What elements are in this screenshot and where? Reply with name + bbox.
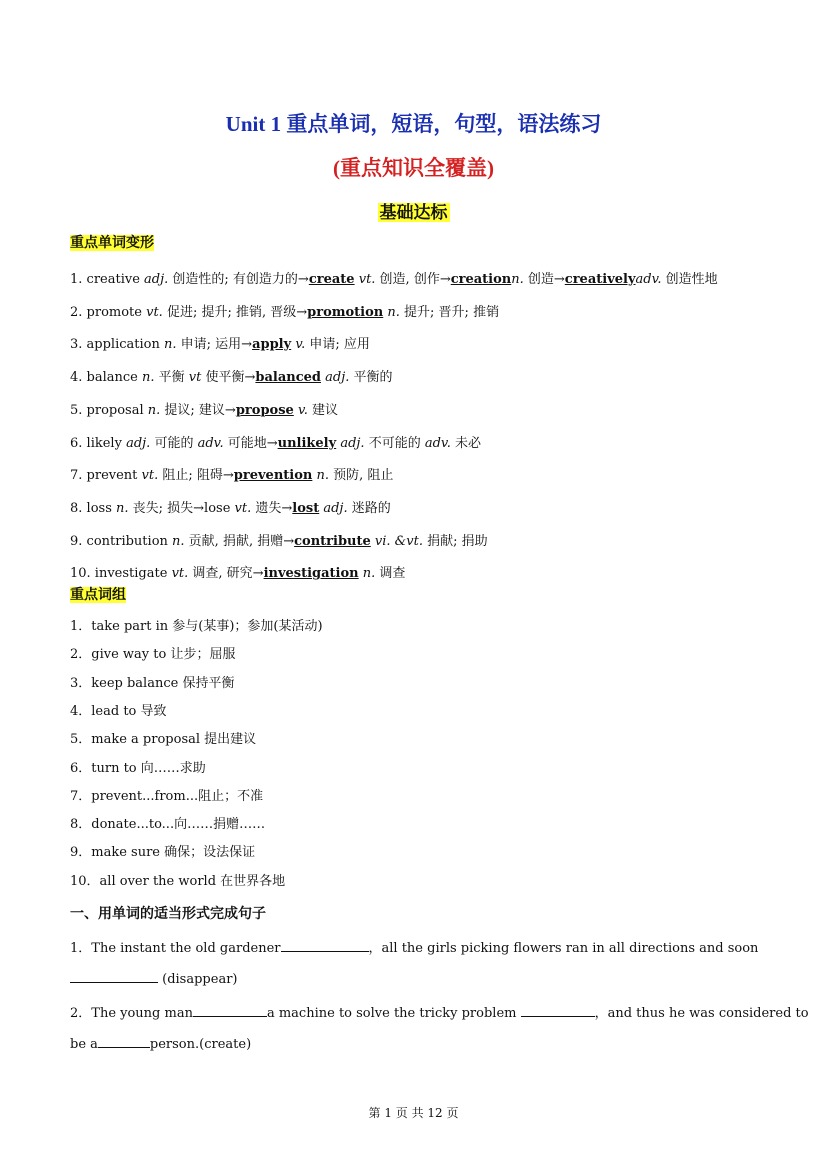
vocab-text: 预防, 阻止 [329,468,394,484]
answer-word: lost [292,500,320,516]
answer-word: investigation [263,566,359,582]
phrase-item: 4．lead to 导致 [70,703,167,719]
vocab-text: 丧失; 损失→lose [128,500,235,516]
phrase-item: 2．give way to 让步；屈服 [70,647,236,663]
part-of-speech: adv. [424,435,451,451]
phrase-item: 8．donate...to...向……捐赠…… [70,817,266,833]
part-of-speech: vt [188,370,202,386]
vocab-text: 不可能的 [364,435,425,451]
vocab-text: 3. application [70,337,164,353]
vocab-item [70,333,370,352]
part-of-speech: vt. [141,468,159,484]
part-of-speech: n. [142,370,155,386]
vocab-text: 可能的 [150,435,198,451]
q2-text-c: ，and thus he was considered to [594,1006,809,1021]
vocab-text: 5. proposal [70,402,148,418]
part-of-speech: n. [147,402,161,418]
q2-blank-1[interactable] [193,1004,267,1017]
phrases-heading [70,584,126,604]
level-heading [0,198,827,223]
answer-word: prevention [233,468,313,484]
vocab-text: 可能地→ [223,435,278,451]
phrase-item: 5．make a proposal 提出建议 [70,732,257,748]
q2-text-b: a machine to solve the tricky problem [266,1006,521,1021]
vocab-text: 使平衡→ [201,370,256,386]
q1-text-c: (disappear) [158,972,238,987]
vocab-text: 阻止; 阻碍→ [158,468,234,484]
part-of-speech: adj. [323,500,348,516]
vocab-text: 4. balance [70,370,142,386]
answer-word: creation [450,272,512,287]
answer-word: propose [235,402,294,418]
q2-blank-3[interactable] [98,1035,150,1048]
vocab-text: 促进; 提升; 推销, 晋级→ [162,304,308,320]
question-1-line-2 [70,970,237,987]
phrase-item: 6．turn to 向……求助 [70,760,206,776]
q2-blank-2[interactable] [521,1004,595,1017]
part-of-speech: adj. [126,435,151,451]
phrases-heading-label: 重点词组 [70,587,126,603]
part-of-speech: adj. [340,435,365,451]
part-of-speech: vt. [171,566,189,582]
q2-text-d: be a [70,1037,98,1052]
page-title: Unit 1 重点单词，短语，句型，语法练习 [225,112,602,136]
vocab-item [70,464,393,483]
vocab-text: 6. likely [70,435,127,451]
vocab-text: 提升; 晋升; 推销 [399,304,500,320]
answer-word: creatively [564,272,636,287]
vocab-item [70,301,499,320]
phrase-item: 9．make sure 确保；设法保证 [70,845,256,861]
exercise-heading: 一、用单词的适当形式完成句子 [70,906,266,922]
vocab-item [70,399,338,418]
q1-text-a: 1．The instant the old gardener [70,941,281,956]
part-of-speech: n. [511,272,524,287]
part-of-speech: n. [164,337,177,353]
part-of-speech: n. [362,566,376,582]
vocab-text: 创造→ [523,272,565,287]
vocab-text: 遗失→ [251,500,293,516]
vocab-text: 平衡 [154,370,189,386]
vocab-text: 7. prevent [70,468,142,484]
page-footer: 第 1 页 共 12 页 [368,1106,459,1120]
answer-word: contribute [294,533,371,549]
part-of-speech: n. [172,533,185,549]
part-of-speech: vi. &vt. [374,533,423,549]
vocab-text: 创造性的; 有创造力的→ [168,272,309,287]
answer-word: unlikely [277,435,337,451]
vocab-item [70,268,718,287]
part-of-speech: v. [297,402,308,418]
part-of-speech: v. [295,337,306,353]
vocab-text: 申请; 运用→ [176,337,253,353]
vocab-item [70,432,481,451]
vocab-item [70,562,405,581]
question-2-line-1 [70,1002,809,1021]
part-of-speech: vt. [146,304,163,320]
vocab-text: 1. creative [70,272,145,287]
part-of-speech: adv. [635,272,662,287]
part-of-speech: adv. [197,435,224,451]
vocab-text: 迷路的 [347,500,391,516]
phrase-item: 10．all over the world 在世界各地 [70,873,286,889]
page-subtitle: (重点知识全覆盖) [333,156,494,180]
vocab-item [70,530,488,549]
part-of-speech: vt. [358,272,376,287]
vocab-text: 建议 [307,402,339,418]
q2-text-a: 2．The young man [70,1006,193,1021]
vocab-text: 8. loss [70,500,116,516]
vocab-text: 调查 [375,566,406,582]
part-of-speech: n. [116,500,129,516]
part-of-speech: n. [387,304,400,320]
vocab-text: 捐献; 捐助 [422,533,488,549]
phrase-item: 7．prevent...from...阻止；不准 [70,788,264,804]
answer-word: create [308,272,355,287]
answer-word: balanced [255,370,321,386]
vocab-text: 2. promote [70,304,147,320]
vocab-heading [70,232,154,252]
part-of-speech: adj. [144,272,169,287]
question-2-line-2 [70,1035,251,1052]
answer-word: promotion [307,304,384,320]
part-of-speech: adj. [325,370,350,386]
vocab-text: 10. investigate [70,566,172,582]
phrase-item: 3．keep balance 保持平衡 [70,675,235,691]
vocab-text: 创造性地 [661,272,718,287]
q2-text-e: person.(create) [149,1037,252,1052]
vocab-item [70,366,393,385]
vocab-text: 平衡的 [349,370,393,386]
phrase-item: 1．take part in 参与(某事)；参加(某活动) [70,619,323,634]
q1-blank-2[interactable] [70,970,158,983]
vocab-text: 申请; 应用 [305,337,370,353]
vocab-text: 9. contribution [70,533,173,549]
vocab-text: 创造, 创作→ [375,272,451,287]
answer-word: apply [252,337,292,353]
part-of-speech: n. [316,468,330,484]
vocab-text: 调查, 研究→ [188,566,264,582]
level-label: 基础达标 [379,203,448,222]
vocab-item [70,497,391,516]
q1-text-b: ，all the girls picking flowers ran in all directions and soon [368,941,759,956]
vocab-text: 未必 [450,435,481,451]
q1-blank-1[interactable] [281,939,369,952]
vocab-text: 提议; 建议→ [160,402,236,418]
vocab-text: 贡献, 捐献, 捐赠→ [184,533,295,549]
question-1-line-1 [70,937,758,956]
part-of-speech: vt. [234,500,252,516]
vocab-heading-label: 重点单词变形 [70,235,154,251]
